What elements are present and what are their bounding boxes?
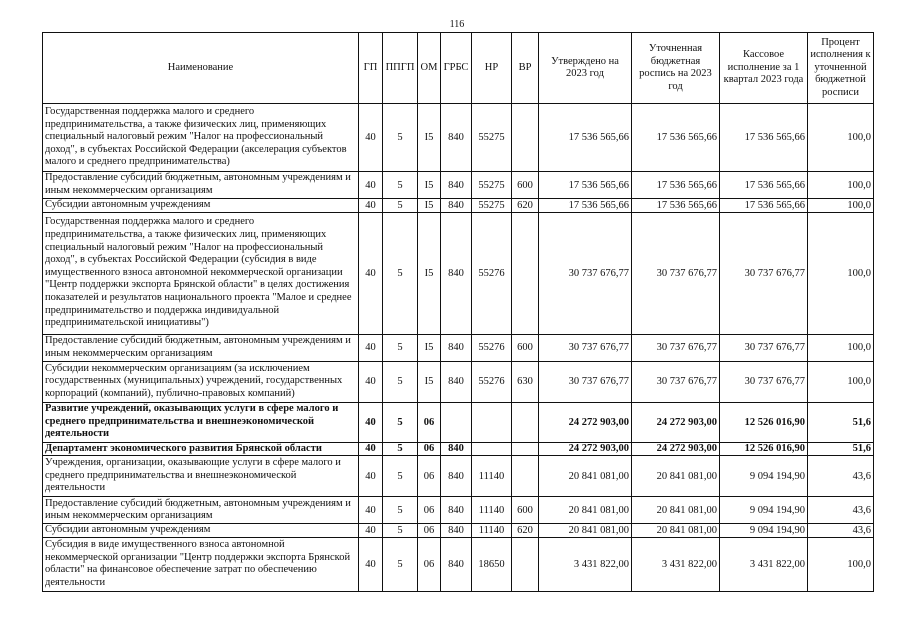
- cell-approved: 17 536 565,66: [539, 104, 632, 172]
- cell-percent: 100,0: [808, 537, 874, 591]
- cell-ppgp: 5: [383, 212, 418, 334]
- cell-om: 06: [418, 456, 441, 497]
- cell-grbs: 840: [441, 199, 472, 213]
- header-percent: Процент исполнения к уточненной бюджетной росписи: [808, 33, 874, 104]
- header-approved: Утверждено на 2023 год: [539, 33, 632, 104]
- cell-ppgp: 5: [383, 334, 418, 361]
- cell-gp: 40: [359, 537, 383, 591]
- cell-grbs: 840: [441, 442, 472, 456]
- cell-ppgp: 5: [383, 172, 418, 199]
- table-row: [43, 361, 874, 402]
- cell-percent: 100,0: [808, 104, 874, 172]
- cell-cash: 30 737 676,77: [720, 212, 808, 334]
- cell-name: Департамент экономического развития Брянской области: [43, 442, 359, 456]
- cell-gp: 40: [359, 402, 383, 442]
- cell-nr: 11140: [472, 524, 512, 538]
- table-row: [43, 456, 874, 497]
- cell-cash: 30 737 676,77: [720, 334, 808, 361]
- cell-cash: 9 094 194,90: [720, 524, 808, 538]
- cell-percent: 100,0: [808, 212, 874, 334]
- cell-approved: 20 841 081,00: [539, 456, 632, 497]
- cell-percent: 43,6: [808, 497, 874, 524]
- cell-vr: [512, 212, 539, 334]
- cell-percent: 100,0: [808, 199, 874, 213]
- table-row: [43, 402, 874, 442]
- cell-refined: 24 272 903,00: [632, 442, 720, 456]
- cell-nr: 55276: [472, 212, 512, 334]
- cell-approved: 17 536 565,66: [539, 199, 632, 213]
- cell-approved: 24 272 903,00: [539, 442, 632, 456]
- cell-nr: [472, 402, 512, 442]
- cell-percent: 100,0: [808, 361, 874, 402]
- cell-grbs: 840: [441, 497, 472, 524]
- cell-cash: 9 094 194,90: [720, 497, 808, 524]
- cell-cash: 12 526 016,90: [720, 402, 808, 442]
- cell-gp: 40: [359, 524, 383, 538]
- cell-approved: 30 737 676,77: [539, 334, 632, 361]
- cell-om: 06: [418, 497, 441, 524]
- cell-approved: 20 841 081,00: [539, 524, 632, 538]
- cell-vr: [512, 456, 539, 497]
- table-row: [43, 497, 874, 524]
- cell-refined: 30 737 676,77: [632, 334, 720, 361]
- cell-nr: [472, 442, 512, 456]
- header-ppgp: ППГП: [383, 33, 418, 104]
- cell-name: Субсидия в виде имущественного взноса автономной некоммерческой организации "Центр поддержки экспорта Брянской области" на финансовое обеспечение затрат по обеспечению деятельности: [43, 537, 359, 591]
- cell-vr: [512, 402, 539, 442]
- cell-name: Субсидии некоммерческим организациям (за исключением государственных (муниципальных) учреждений, государственных корпораций (компаний), публично-правовых компаний): [43, 361, 359, 402]
- cell-approved: 24 272 903,00: [539, 402, 632, 442]
- header-cash: Кассовое исполнение за 1 квартал 2023 года: [720, 33, 808, 104]
- cell-gp: 40: [359, 172, 383, 199]
- cell-cash: 12 526 016,90: [720, 442, 808, 456]
- cell-nr: 55275: [472, 104, 512, 172]
- cell-ppgp: 5: [383, 456, 418, 497]
- header-name: Наименование: [43, 33, 359, 104]
- cell-refined: 17 536 565,66: [632, 172, 720, 199]
- cell-refined: 17 536 565,66: [632, 199, 720, 213]
- cell-om: 06: [418, 442, 441, 456]
- cell-cash: 9 094 194,90: [720, 456, 808, 497]
- cell-nr: 18650: [472, 537, 512, 591]
- table-row: [43, 334, 874, 361]
- cell-name: Предоставление субсидий бюджетным, автономным учреждениям и иным некоммерческим организациям: [43, 334, 359, 361]
- cell-ppgp: 5: [383, 442, 418, 456]
- cell-refined: 3 431 822,00: [632, 537, 720, 591]
- cell-grbs: 840: [441, 524, 472, 538]
- cell-name: Предоставление субсидий бюджетным, автономным учреждениям и иным некоммерческим организациям: [43, 172, 359, 199]
- cell-om: 06: [418, 402, 441, 442]
- header-vr: ВР: [512, 33, 539, 104]
- cell-nr: 55276: [472, 334, 512, 361]
- cell-nr: 55275: [472, 172, 512, 199]
- cell-ppgp: 5: [383, 497, 418, 524]
- cell-vr: 600: [512, 497, 539, 524]
- cell-grbs: 840: [441, 172, 472, 199]
- cell-gp: 40: [359, 361, 383, 402]
- cell-refined: 30 737 676,77: [632, 361, 720, 402]
- cell-om: I5: [418, 172, 441, 199]
- cell-ppgp: 5: [383, 199, 418, 213]
- header-gp: ГП: [359, 33, 383, 104]
- table-row: [43, 199, 874, 213]
- cell-vr: 600: [512, 172, 539, 199]
- cell-vr: 620: [512, 524, 539, 538]
- table-row: [43, 172, 874, 199]
- cell-gp: 40: [359, 334, 383, 361]
- cell-vr: [512, 537, 539, 591]
- cell-grbs: 840: [441, 212, 472, 334]
- cell-grbs: 840: [441, 456, 472, 497]
- cell-gp: 40: [359, 199, 383, 213]
- cell-cash: 3 431 822,00: [720, 537, 808, 591]
- cell-name: Развитие учреждений, оказывающих услуги в сфере малого и среднего предпринимательства и внешнеэкономической деятельности: [43, 402, 359, 442]
- cell-refined: 24 272 903,00: [632, 402, 720, 442]
- cell-percent: 43,6: [808, 524, 874, 538]
- cell-approved: 17 536 565,66: [539, 172, 632, 199]
- cell-vr: [512, 104, 539, 172]
- cell-om: 06: [418, 524, 441, 538]
- table-row: [43, 537, 874, 591]
- cell-grbs: 840: [441, 104, 472, 172]
- table-row: [43, 442, 874, 456]
- cell-ppgp: 5: [383, 537, 418, 591]
- cell-grbs: 840: [441, 334, 472, 361]
- cell-refined: 20 841 081,00: [632, 456, 720, 497]
- table-header: [43, 33, 874, 104]
- cell-om: I5: [418, 334, 441, 361]
- cell-grbs: 840: [441, 361, 472, 402]
- cell-ppgp: 5: [383, 524, 418, 538]
- cell-gp: 40: [359, 456, 383, 497]
- cell-percent: 100,0: [808, 172, 874, 199]
- cell-cash: 17 536 565,66: [720, 172, 808, 199]
- cell-gp: 40: [359, 442, 383, 456]
- cell-percent: 43,6: [808, 456, 874, 497]
- cell-vr: 630: [512, 361, 539, 402]
- cell-refined: 20 841 081,00: [632, 524, 720, 538]
- cell-om: 06: [418, 537, 441, 591]
- header-om: ОМ: [418, 33, 441, 104]
- table-row: [43, 524, 874, 538]
- cell-percent: 51,6: [808, 402, 874, 442]
- cell-name: Субсидии автономным учреждениям: [43, 199, 359, 213]
- cell-approved: 20 841 081,00: [539, 497, 632, 524]
- table-row: [43, 212, 874, 334]
- budget-table: [42, 32, 874, 592]
- cell-refined: 20 841 081,00: [632, 497, 720, 524]
- cell-gp: 40: [359, 212, 383, 334]
- cell-om: I5: [418, 199, 441, 213]
- cell-name: Государственная поддержка малого и среднего предпринимательства, а также физических лиц, применяющих специальный налоговый режим "Налог на профессиональный доход", в субъектах Российской Федерации (акселерация субъектов малого и среднего предпринимательства): [43, 104, 359, 172]
- page-number: 116: [449, 19, 465, 30]
- cell-vr: 600: [512, 334, 539, 361]
- cell-grbs: [441, 402, 472, 442]
- cell-approved: 3 431 822,00: [539, 537, 632, 591]
- cell-om: I5: [418, 212, 441, 334]
- header-nr: НР: [472, 33, 512, 104]
- cell-approved: 30 737 676,77: [539, 212, 632, 334]
- cell-percent: 51,6: [808, 442, 874, 456]
- cell-ppgp: 5: [383, 402, 418, 442]
- cell-cash: 30 737 676,77: [720, 361, 808, 402]
- cell-nr: 55275: [472, 199, 512, 213]
- cell-grbs: 840: [441, 537, 472, 591]
- header-refined: Уточненная бюджетная роспись на 2023 год: [632, 33, 720, 104]
- table-body: [43, 104, 874, 592]
- cell-ppgp: 5: [383, 361, 418, 402]
- cell-nr: 11140: [472, 497, 512, 524]
- header-grbs: ГРБС: [441, 33, 472, 104]
- cell-cash: 17 536 565,66: [720, 199, 808, 213]
- cell-cash: 17 536 565,66: [720, 104, 808, 172]
- cell-vr: [512, 442, 539, 456]
- cell-nr: 55276: [472, 361, 512, 402]
- cell-gp: 40: [359, 104, 383, 172]
- table-row: [43, 104, 874, 172]
- cell-approved: 30 737 676,77: [539, 361, 632, 402]
- cell-nr: 11140: [472, 456, 512, 497]
- cell-percent: 100,0: [808, 334, 874, 361]
- cell-gp: 40: [359, 497, 383, 524]
- cell-name: Субсидии автономным учреждениям: [43, 524, 359, 538]
- cell-name: Учреждения, организации, оказывающие услуги в сфере малого и среднего предпринимательства и внешнеэкономической деятельности: [43, 456, 359, 497]
- cell-om: I5: [418, 104, 441, 172]
- cell-refined: 30 737 676,77: [632, 212, 720, 334]
- cell-refined: 17 536 565,66: [632, 104, 720, 172]
- cell-name: Государственная поддержка малого и среднего предпринимательства, а также физических лиц, применяющих специальный налоговый режим "Налог на профессиональный доход", в субъектах Российской Федерации (субсидия в виде имущественного взноса автономной некоммерческой организации "Центр поддержки экспорта Брянской области" в целях достижения показателей и результатов национального проекта "Малое и среднее предпринимательство и поддержка индивидуальной предпринимательской инициативы"): [43, 212, 359, 334]
- cell-name: Предоставление субсидий бюджетным, автономным учреждениям и иным некоммерческим организациям: [43, 497, 359, 524]
- cell-vr: 620: [512, 199, 539, 213]
- cell-om: I5: [418, 361, 441, 402]
- cell-ppgp: 5: [383, 104, 418, 172]
